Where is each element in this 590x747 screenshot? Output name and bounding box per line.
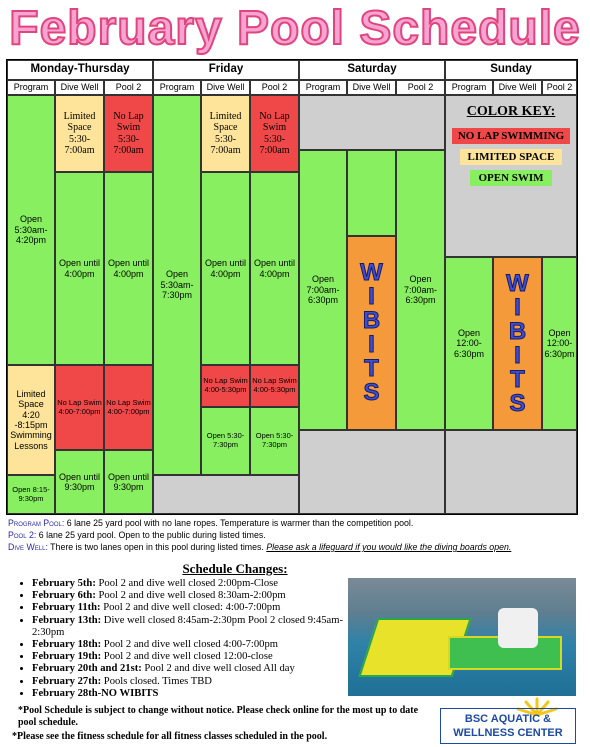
day-header-mon-thu: Monday-Thursday bbox=[7, 60, 153, 80]
legend-dive-well bbox=[8, 542, 583, 553]
cell-fri-dive-open-late: Open 5:30-7:30pm bbox=[201, 407, 250, 475]
legend-label: Dive Well: bbox=[8, 542, 48, 552]
cell-sat-program-open: Open 7:00am-6:30pm bbox=[299, 150, 347, 430]
legend-text: 6 lane 25 yard pool. Open to the public during listed times. bbox=[36, 530, 266, 540]
legend-program-pool bbox=[8, 518, 413, 529]
legend-text: There is two lanes open in this pool during listed times. bbox=[47, 542, 267, 552]
wibits-letter: W bbox=[360, 259, 383, 286]
cell-fri-closed bbox=[153, 475, 299, 514]
day-header-sunday: Sunday bbox=[445, 60, 577, 80]
cell-sun-dive-wibits bbox=[493, 257, 542, 430]
cell-fri-pool2-nolap: No Lap Swim 5:30-7:00am bbox=[250, 95, 299, 172]
list-item: • February 28th-NO WIBITS bbox=[32, 688, 362, 700]
cell-sun-closed-evening bbox=[445, 430, 577, 514]
cell-mt-pool2-open: Open until 4:00pm bbox=[104, 172, 153, 365]
schedule-changes-list bbox=[14, 578, 362, 700]
list-item: • February 18th: Pool 2 and dive well closed 4:00-7:00pm bbox=[32, 639, 362, 651]
cell-fri-dive-nolap: No Lap Swim 4:00-5:30pm bbox=[201, 365, 250, 407]
wibits-letter: I bbox=[368, 283, 375, 310]
list-item: • February 27th: Pools closed. Times TBD bbox=[32, 676, 362, 688]
col-header-program: Program bbox=[7, 80, 55, 95]
cell-mt-dive-open: Open until 4:00pm bbox=[55, 172, 104, 365]
color-key-open: OPEN SWIM bbox=[470, 170, 552, 186]
legend-label: Program Pool: bbox=[8, 518, 65, 528]
cell-mt-pool2-open-late: Open until 9:30pm bbox=[104, 450, 153, 514]
col-header-dive-well: Dive Well bbox=[347, 80, 396, 95]
col-header-dive-well: Dive Well bbox=[201, 80, 250, 95]
list-item: • February 11th: Pool 2 and dive well closed: 4:00-7:00pm bbox=[32, 602, 362, 614]
legend-label: Pool 2: bbox=[8, 530, 37, 540]
wibits-letter: I bbox=[514, 293, 521, 321]
list-item: • February 5th: Pool 2 and dive well closed 2:00pm-Close bbox=[32, 578, 362, 590]
cell-sat-dive-wibits bbox=[347, 236, 396, 430]
cell-mt-pool2-nolap: No Lap Swim 4:00-7:00pm bbox=[104, 365, 153, 450]
wibits-letter: T bbox=[364, 355, 379, 382]
col-header-pool-2: Pool 2 bbox=[250, 80, 299, 95]
col-header-program: Program bbox=[153, 80, 201, 95]
color-key-limited: LIMITED SPACE bbox=[460, 149, 562, 165]
wibits-letter: I bbox=[368, 331, 375, 358]
cell-mt-dive-nolap: No Lap Swim 4:00-7:00pm bbox=[55, 365, 104, 450]
list-item: • February 20th and 21st: Pool 2 and dive well closed All day bbox=[32, 663, 362, 675]
col-header-dive-well: Dive Well bbox=[493, 80, 542, 95]
col-header-pool-2: Pool 2 bbox=[542, 80, 577, 95]
legend-pool-2 bbox=[8, 530, 266, 541]
wibits-letter: B bbox=[362, 307, 381, 334]
wibits-letter: W bbox=[506, 269, 529, 297]
color-key-no-lap: NO LAP SWIMMING bbox=[452, 128, 570, 144]
cell-mt-program-open: Open 5:30am-4:20pm bbox=[7, 95, 55, 365]
cell-fri-pool2-open-late: Open 5:30-7:30pm bbox=[250, 407, 299, 475]
cell-sat-closed-morning bbox=[299, 95, 445, 150]
list-item: • February 19th: Pool 2 and dive well closed 12:00-close bbox=[32, 651, 362, 663]
logo-line-2: WELLNESS CENTER bbox=[453, 727, 563, 739]
col-header-dive-well: Dive Well bbox=[55, 80, 104, 95]
note-fitness: *Please see the fitness schedule for all fitness classes scheduled in the pool. bbox=[12, 731, 328, 742]
cell-mt-program-open-late: Open 8:15-9:30pm bbox=[7, 475, 55, 514]
wibits-letter: S bbox=[363, 379, 380, 406]
bsc-logo bbox=[440, 708, 576, 744]
wibits-letter: I bbox=[514, 341, 521, 369]
note-schedule-change: *Pool Schedule is subject to change without notice. Please check online for the most up to date pool schedule. bbox=[18, 705, 419, 728]
list-item: • February 6th: Pool 2 and dive well closed 8:30am-2:00pm bbox=[32, 590, 362, 602]
cell-fri-dive-limited: Limited Space 5:30-7:00am bbox=[201, 95, 250, 172]
schedule-grid bbox=[6, 59, 578, 515]
cell-mt-dive-limited: Limited Space 5:30-7:00am bbox=[55, 95, 104, 172]
cell-fri-pool2-open: Open until 4:00pm bbox=[250, 172, 299, 365]
legend-dive-note: Please ask a lifeguard if you would like the diving boards open. bbox=[266, 542, 512, 552]
cell-fri-program-open: Open 5:30am-7:30pm bbox=[153, 95, 201, 475]
cell-sun-pool2-open: Open 12:00-6:30pm bbox=[542, 257, 577, 430]
list-item: • February 13th: Dive well closed 8:45am-2:30pm Pool 2 closed 9:45am-2:30pm bbox=[32, 615, 362, 639]
color-key-title: COLOR KEY: bbox=[466, 104, 556, 119]
wibits-letter: B bbox=[508, 317, 527, 345]
cell-sun-program-open: Open 12:00-6:30pm bbox=[445, 257, 493, 430]
wibits-letter: S bbox=[509, 389, 526, 417]
logo-line-1: BSC AQUATIC & bbox=[464, 713, 552, 725]
cell-mt-pool2-nolap: No Lap Swim 5:30-7:00am bbox=[104, 95, 153, 172]
col-header-program: Program bbox=[299, 80, 347, 95]
col-header-pool-2: Pool 2 bbox=[396, 80, 445, 95]
legend-text: 6 lane 25 yard pool with no lane ropes. Temperature is warmer than the competition pool. bbox=[64, 518, 414, 528]
cell-mt-dive-open-late: Open until 9:30pm bbox=[55, 450, 104, 514]
pool-inflatable-photo bbox=[348, 578, 576, 696]
col-header-program: Program bbox=[445, 80, 493, 95]
cell-sat-pool2-open: Open 7:00am-6:30pm bbox=[396, 150, 445, 430]
day-header-saturday: Saturday bbox=[299, 60, 445, 80]
color-key-panel bbox=[445, 95, 577, 257]
cell-sat-closed-evening bbox=[299, 430, 445, 514]
cell-fri-dive-open: Open until 4:00pm bbox=[201, 172, 250, 365]
cell-sat-dive-open bbox=[347, 150, 396, 236]
col-header-pool-2: Pool 2 bbox=[104, 80, 153, 95]
cell-mt-program-limited: Limited Space 4:20 -8:15pm Swimming Lessons bbox=[7, 365, 55, 475]
schedule-changes-title: Schedule Changes: bbox=[182, 561, 288, 576]
cell-fri-pool2-nolap: No Lap Swim 4:00-5:30pm bbox=[250, 365, 299, 407]
wibits-letter: T bbox=[510, 365, 525, 393]
page-title: February Pool Schedule bbox=[9, 2, 581, 55]
day-header-friday: Friday bbox=[153, 60, 299, 80]
